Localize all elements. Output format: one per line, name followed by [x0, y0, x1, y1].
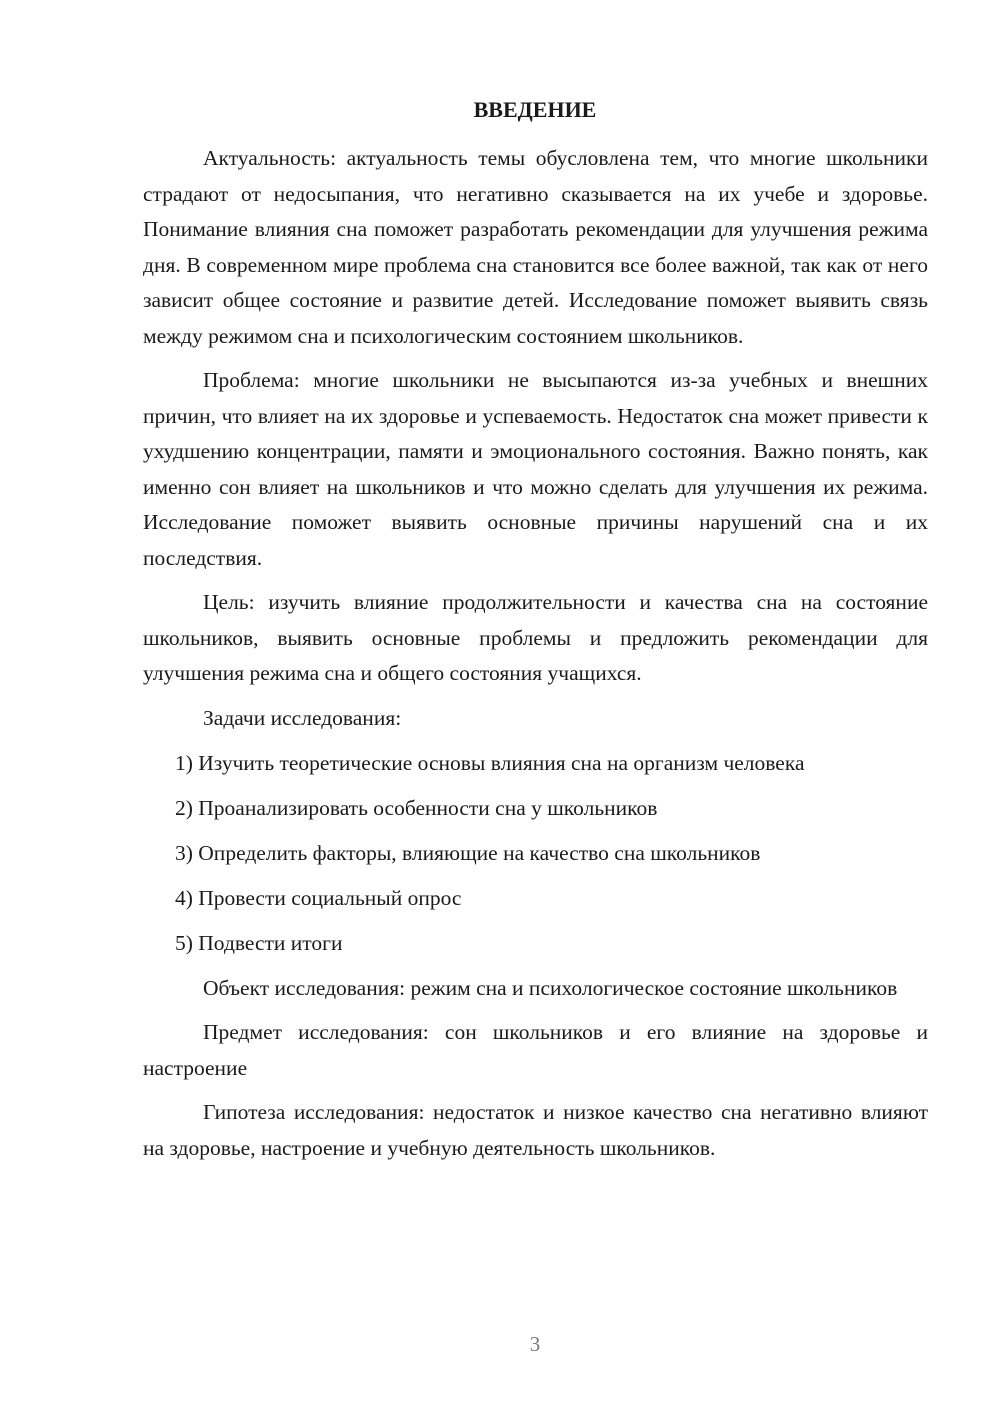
subject-paragraph: Предмет исследования: сон школьников и его влияние на здоровье и настроение	[143, 1020, 928, 1080]
problem-paragraph: Проблема: многие школьники не высыпаются из-за учебных и внешних причин, что влияет на их здоровье и успеваемость. Недостаток сна может привести к ухудшению концентрации, памяти и эмоционального состояния. Важно понять, как именно сон влияет на школьников и что можно сделать для улучшения их режима. Исследование поможет выявить основные причины нарушений сна и их последствия.	[143, 368, 928, 570]
document-body	[143, 141, 928, 1175]
relevance-paragraph: Актуальность: актуальность темы обусловлена тем, что многие школьники страдают от недосыпания, что негативно сказывается на их учебе и здоровье. Понимание влияния сна поможет разработать рекомендации для улучшения режима дня. В современном мире проблема сна становится все более важной, так как от него зависит общее состояние и развитие детей. Исследование поможет выявить связь между режимом сна и психологическим состоянием школьников.	[143, 146, 928, 348]
task-item: 3) Определить факторы, влияющие на качество сна школьников	[175, 840, 761, 865]
task-item: 1) Изучить теоретические основы влияния сна на организм человека	[175, 750, 805, 775]
page-number: 3	[529, 1332, 541, 1356]
task-item: 2) Проанализировать особенности сна у школьников	[175, 795, 658, 820]
goal-paragraph: Цель: изучить влияние продолжительности и качества сна на состояние школьников, выявить основные проблемы и предложить рекомендации для улучшения режима сна и общего состояния учащихся.	[143, 590, 928, 685]
task-item: 4) Провести социальный опрос	[175, 885, 462, 910]
object-paragraph: Объект исследования: режим сна и психологическое состояние школьников	[203, 975, 898, 1000]
hypothesis-paragraph: Гипотеза исследования: недостаток и низкое качество сна негативно влияют на здоровье, настроение и учебную деятельность школьников.	[143, 1100, 928, 1160]
tasks-heading: Задачи исследования:	[203, 705, 402, 730]
task-item: 5) Подвести итоги	[175, 930, 343, 955]
tasks-list	[143, 746, 928, 962]
section-title: ВВЕДЕНИЕ	[473, 97, 597, 122]
